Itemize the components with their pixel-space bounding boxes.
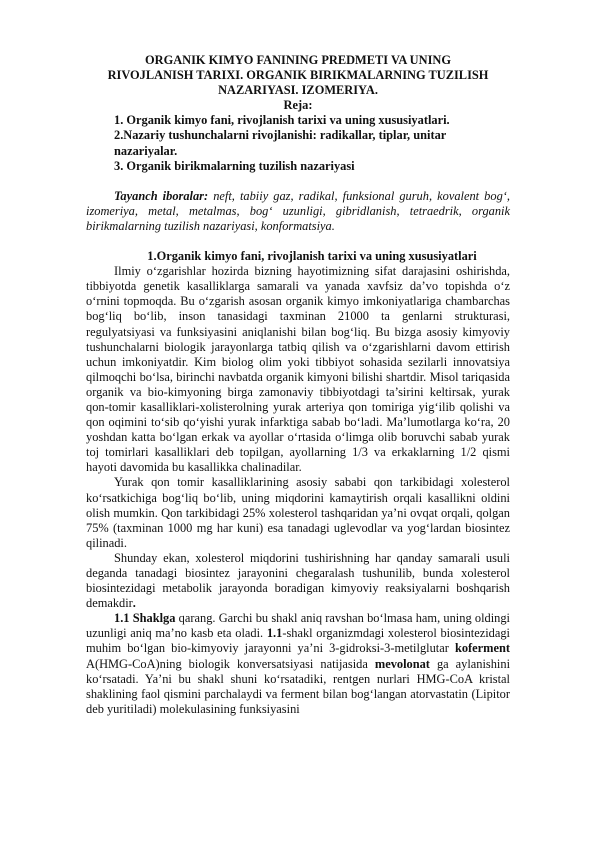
spacer — [86, 174, 510, 189]
keywords-text: neft, tabiiy gaz, radikal, funksional guruh, kovalent bog‘, izomeriya, metal, metalmas, bog‘ uzunligi, gibridlanish, tetraedrik, organik birikmalarning tuzilish nazariyasi, konformatsiya. — [86, 188, 510, 233]
plan-list — [86, 113, 510, 173]
plan-item: 2.Nazariy tushunchalarni rivojlanishi: radikallar, tiplar, unitar nazariyalar. — [114, 128, 447, 158]
plan-item: 1. Organik kimyo fani, rivojlanish tarixi va uning xususiyatlari. — [114, 113, 450, 128]
keywords-paragraph — [86, 189, 510, 234]
plan-label: Reja: — [283, 98, 313, 113]
paragraph-text: Shunday ekan, xolesterol miqdorini tushirishning har qanday samarali usuli deganda tanadagi biosintez jarayonini chegaralash tushunilib, bunda xolesterol biosintezidagi metabolik jarayonda boradigan kimyoviy reaksiyalarni boshqarish demakdir — [86, 550, 510, 611]
paragraph-end: . — [132, 596, 136, 611]
document-title — [86, 53, 510, 98]
keywords-label: Tayanch iboralar: — [114, 188, 209, 203]
section-heading: 1.Organik kimyo fani, rivojlanish tarixi va uning xususiyatlari — [147, 249, 477, 264]
body-paragraph-3 — [86, 551, 510, 611]
term-mevolonat: mevolonat — [374, 656, 430, 671]
figure-reference: 1.1 — [266, 626, 283, 641]
term-koferment: koferment — [454, 641, 510, 656]
paragraph-text: -shakl organizmdagi xolesterol biosintezidagi muhim bo‘lgan bio-kimyoviy jarayonni ya’ni 3-gidroksi-3-metilglutar — [86, 626, 510, 656]
document-content — [86, 53, 510, 717]
body-paragraph-4 — [86, 611, 510, 717]
title-line: NAZARIYASI. IZOMERIYA. — [218, 83, 378, 98]
title-line: RIVOJLANISH TARIXI. ORGANIK BIRIKMALARNING TUZILISH — [107, 68, 489, 83]
body-paragraph-1: Ilmiy o‘zgarishlar hozirda bizning hayotimizning sifat darajasini oshirishda, tibbiyotda genetik kasalliklarga samarali va yanada xavfsiz da’vo topishda o‘z o‘rnini topmoqda. Bu o‘zgarish asosan organik kimyo imkoniyatlariga chambarchas bog‘liq bo‘lib, inson tanasidagi taxminan 21000 ta genlarni strukturasi, regulyatsiyasi va funksiyasini aniqlanishi bilan bog‘liq. Bu bizga asosiy kimyoviy tushunchalarni biologik jarayonlarga tatbiq qilish va o‘zgarishlarni davom ettirish uchun imkoniyatdir. Kim biolog olim yoki tibbiyot sohasida sezilarli innovatsiya qilmoqchi bo‘lsa, birinchi navbatda organik kimyoni bilishi shartdir. Misol tariqasida organik va bio-kimyoning birga zamonaviy tibbiyotdagi ta’sirini keltirsak, yurak qon-tomir kasalliklari-xolisterolning yurak arteriya qon tomiriga yig‘ilib qolishi va qon oqimini to‘sib qo‘yishi yurak infarktiga sabab bo‘ladi. Ma’lumotlarga ko‘ra, 20 yoshdan katta bo‘lgan erkak va ayollar o‘rtasida o‘limga olib boruvchi sabab yurak toj tomirlari kasalliklari deb topilgan, ayollarning 1/3 va erkaklarning 1/2 qismi hayoti davomida bu kasallikka chalinadilar. — [86, 264, 510, 475]
paragraph-text: ga aylanishini ko‘rsatadi. Ya’ni bu shakl shuni ko‘rsatadiki, rentgen nurlari HMG-CoA kristal shaklining faol qismini parchalaydi va ferment bilan bog‘langan atorvastatin (Lipitor deb yuritiladi) molekulasining funksiyasini — [86, 656, 511, 716]
paragraph-text: qarang. Garchi bu shakl aniq ravshan bo‘lmasa ham, uning oldingi uzunligi aniq ma’no kasb eta oladi. — [86, 611, 510, 641]
paragraph-text: A(HMG-CoA)ning biologik konversatsiyasi natijasida — [86, 656, 375, 671]
title-line: ORGANIK KIMYO FANINING PREDMETI VA UNING — [144, 53, 451, 67]
body-paragraph-2: Yurak qon tomir kasalliklarining asosiy sababi qon tarkibidagi xolesterol ko‘rsatkichiga bog‘liq bo‘lib, uning miqdorini kamaytirish orqali kasallikni oldini olish mumkin. Qon tarkibidagi 25% xolesterol tashqaridan ya’ni ovqat orqali, qolgan 75% (taxminan 1000 mg har kuni) esa tanadagi uglevodlar va yog‘lardan biosintez qilinadi. — [86, 475, 510, 550]
plan-item: 3. Organik birikmalarning tuzilish nazariyasi — [114, 158, 355, 173]
figure-reference: 1.1 Shaklga — [114, 611, 176, 626]
spacer — [86, 234, 510, 249]
